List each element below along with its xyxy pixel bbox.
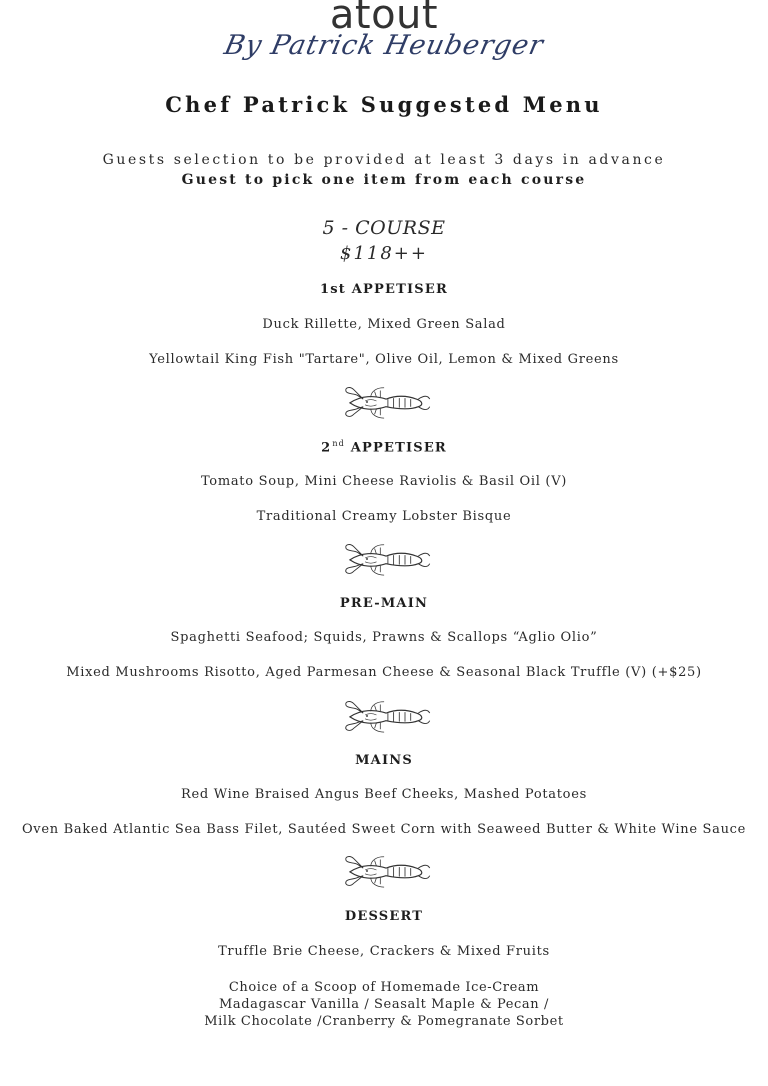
menu-title: Chef Patrick Suggested Menu (165, 92, 603, 117)
section-ordinal: 2 (321, 440, 332, 456)
lobster-icon (340, 696, 432, 734)
advance-notice: Guests selection to be provided at least 3 days in advance (102, 152, 666, 168)
dessert-line: Choice of a Scoop of Homemade Ice-Cream (228, 980, 540, 995)
menu-item: Truffle Brie Cheese, Crackers & Mixed Fruits (218, 944, 550, 959)
section-label: APPETISER (350, 440, 447, 456)
menu-item: Oven Baked Atlantic Sea Bass Filet, Sautéed Sweet Corn with Seaweed Butter & White Wine Sauce (21, 822, 747, 837)
brand-logo: atout (329, 0, 439, 38)
lobster-icon (340, 539, 432, 577)
section-heading-appetiser-2 (0, 439, 768, 455)
menu-item: Tomato Soup, Mini Cheese Raviolis & Basil Oil (V) (200, 474, 568, 489)
section-ordinal-suffix: nd (332, 439, 345, 448)
section-heading-mains: MAINS (355, 753, 413, 768)
section-heading-dessert: DESSERT (344, 909, 424, 924)
section-heading-pre-main: PRE-MAIN (339, 596, 429, 611)
ice-cream-choice (0, 979, 768, 1030)
section-label: APPETISER (351, 282, 448, 297)
selection-instruction: Guest to pick one item from each course (181, 172, 587, 188)
menu-item: Traditional Creamy Lobster Bisque (256, 509, 512, 524)
dessert-line: Milk Chocolate /Cranberry & Pomegranate Sorbet (204, 1014, 564, 1029)
menu-item: Spaghetti Seafood; Squids, Prawns & Scallops “Aglio Olio” (170, 630, 598, 645)
menu-item: Duck Rillette, Mixed Green Salad (262, 317, 506, 332)
menu-price: $118++ (340, 243, 428, 264)
section-heading-appetiser-1 (0, 282, 768, 297)
section-ordinal: 1st (320, 282, 347, 297)
course-count: 5 - COURSE (322, 217, 446, 239)
menu-item: Yellowtail King Fish "Tartare", Olive Oil, Lemon & Mixed Greens (149, 352, 619, 367)
dessert-line: Madagascar Vanilla / Seasalt Maple & Pecan / (219, 997, 549, 1012)
lobster-icon (340, 382, 432, 420)
chef-signature: By Patrick Heuberger (221, 30, 547, 61)
lobster-icon (340, 851, 432, 889)
menu-item: Red Wine Braised Angus Beef Cheeks, Mashed Potatoes (181, 787, 587, 802)
menu-item: Mixed Mushrooms Risotto, Aged Parmesan Cheese & Seasonal Black Truffle (V) (+$25) (66, 665, 702, 680)
